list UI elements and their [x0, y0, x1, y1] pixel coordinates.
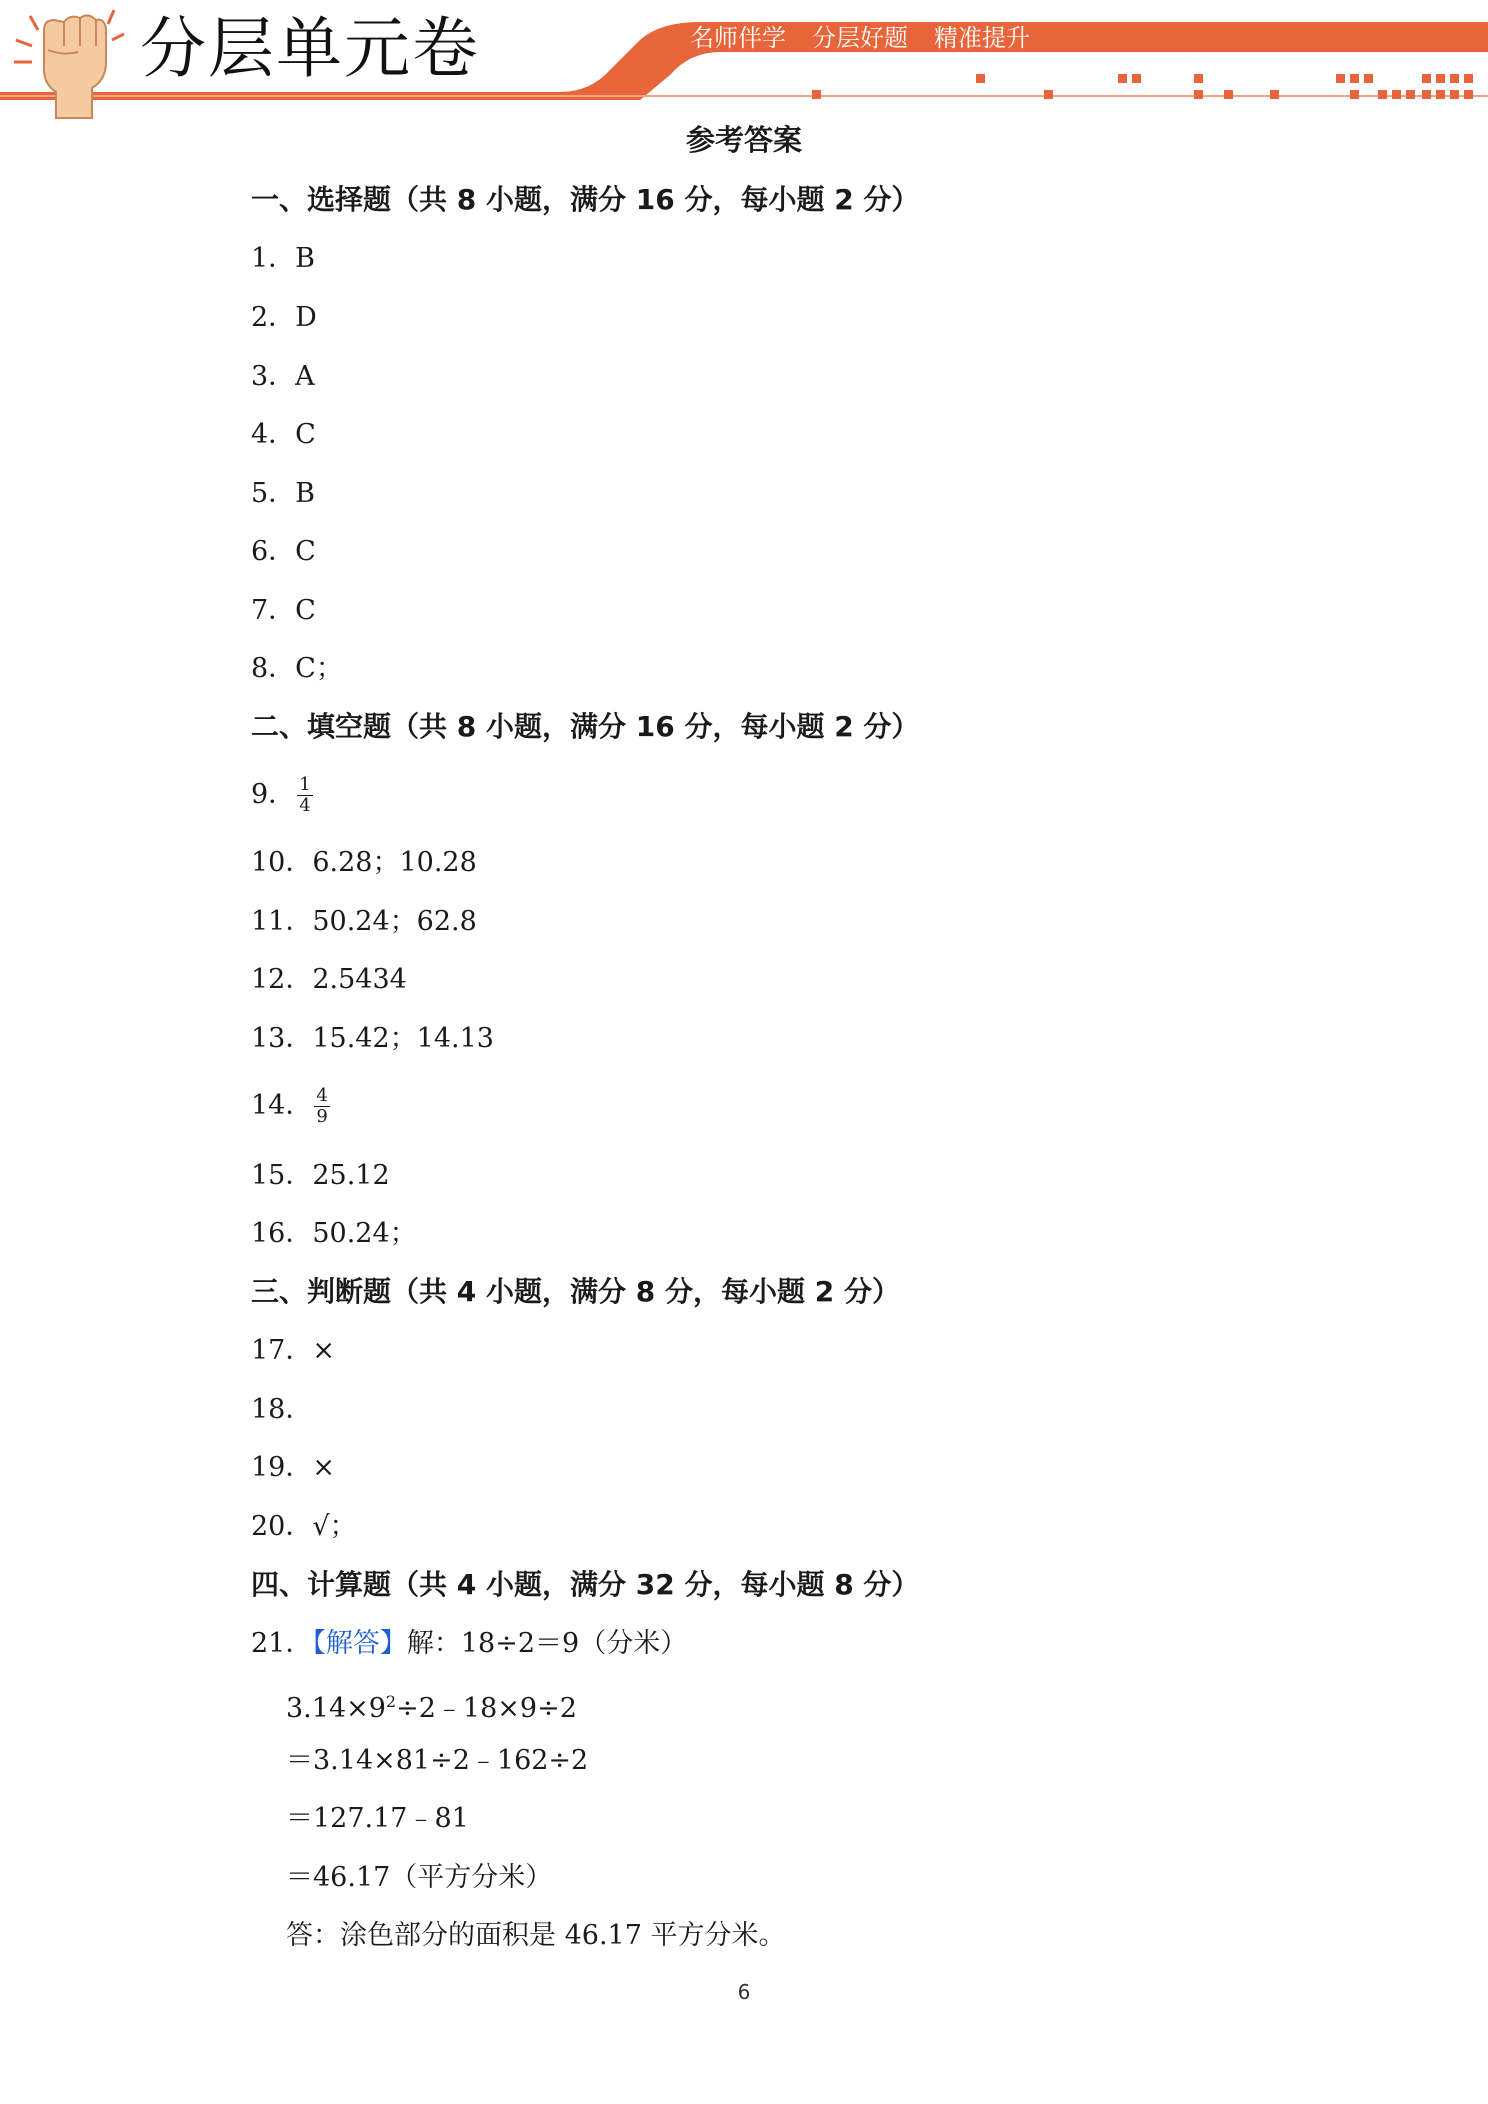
solution-step-4: ＝46.17（平方分米） [286, 1862, 553, 1893]
answer-4: 4．C [251, 419, 316, 450]
answer-14-fraction [314, 1086, 329, 1127]
answer-8: 8．C； [251, 653, 343, 684]
solution-answer: 答：涂色部分的面积是 46.17 平方分米。 [286, 1920, 786, 1951]
answer-14-label: 14． [251, 1090, 313, 1121]
answer-9-label: 9． [251, 779, 296, 810]
answer-17: 17．× [251, 1335, 335, 1366]
fist-logo-icon [8, 0, 128, 120]
slogan-2: 分层好题 [812, 24, 908, 52]
slogan-3: 精准提升 [934, 24, 1030, 52]
answer-21-text: 解：18÷2＝9（分米） [406, 1628, 688, 1659]
answer-9-fraction [297, 775, 312, 816]
solution-step-2: ＝3.14×81÷2﹣162÷2 [286, 1745, 589, 1776]
answer-14 [251, 1086, 330, 1127]
page-number: 6 [737, 1980, 751, 2004]
step-1-part-b: ÷2﹣18×9÷2 [396, 1693, 577, 1724]
answer-20: 20．√； [251, 1511, 357, 1542]
solution-step-3: ＝127.17﹣81 [286, 1803, 469, 1834]
fraction-numerator: 1 [299, 774, 311, 795]
answer-12: 12．2.5434 [251, 964, 407, 995]
step-1-part-a: 3.14×9 [286, 1693, 386, 1724]
step-1-exponent: 2 [385, 1692, 397, 1711]
section-heading-1: 一、选择题（共 8 小题，满分 16 分，每小题 2 分） [251, 183, 920, 216]
solution-tag: 【解答】 [312, 1628, 407, 1659]
section-heading-3: 三、判断题（共 4 小题，满分 8 分，每小题 2 分） [251, 1275, 900, 1308]
page-title: 参考答案 [685, 123, 802, 157]
answer-16: 16．50.24； [251, 1218, 417, 1249]
page-header [0, 0, 1488, 120]
answer-9 [251, 775, 313, 816]
answer-7: 7．C [251, 595, 316, 626]
fraction-denominator: 4 [299, 795, 311, 816]
answer-18: 18． [251, 1394, 313, 1425]
header-slogans [690, 20, 1030, 56]
brand-title: 分层单元卷 [140, 10, 480, 87]
answer-1: 1．B [251, 243, 316, 274]
answer-11: 11．50.24；62.8 [251, 906, 477, 937]
answer-19: 19．× [251, 1452, 335, 1483]
answer-21 [251, 1624, 687, 1664]
fraction-denominator: 9 [316, 1106, 328, 1127]
section-heading-2: 二、填空题（共 8 小题，满分 16 分，每小题 2 分） [251, 710, 920, 743]
answer-15: 15．25.12 [251, 1160, 390, 1191]
answer-5: 5．B [251, 478, 316, 509]
fraction-numerator: 4 [316, 1085, 328, 1106]
solution-step-1 [286, 1682, 577, 1729]
answer-6: 6．C [251, 536, 316, 567]
answer-3: 3．A [251, 361, 315, 392]
answer-13: 13．15.42；14.13 [251, 1023, 494, 1054]
slogan-1: 名师伴学 [690, 24, 786, 52]
answer-21-label: 21． [251, 1628, 313, 1659]
answer-10: 10．6.28；10.28 [251, 847, 477, 878]
answer-2: 2．D [251, 302, 317, 333]
section-heading-4: 四、计算题（共 4 小题，满分 32 分，每小题 8 分） [251, 1568, 920, 1601]
